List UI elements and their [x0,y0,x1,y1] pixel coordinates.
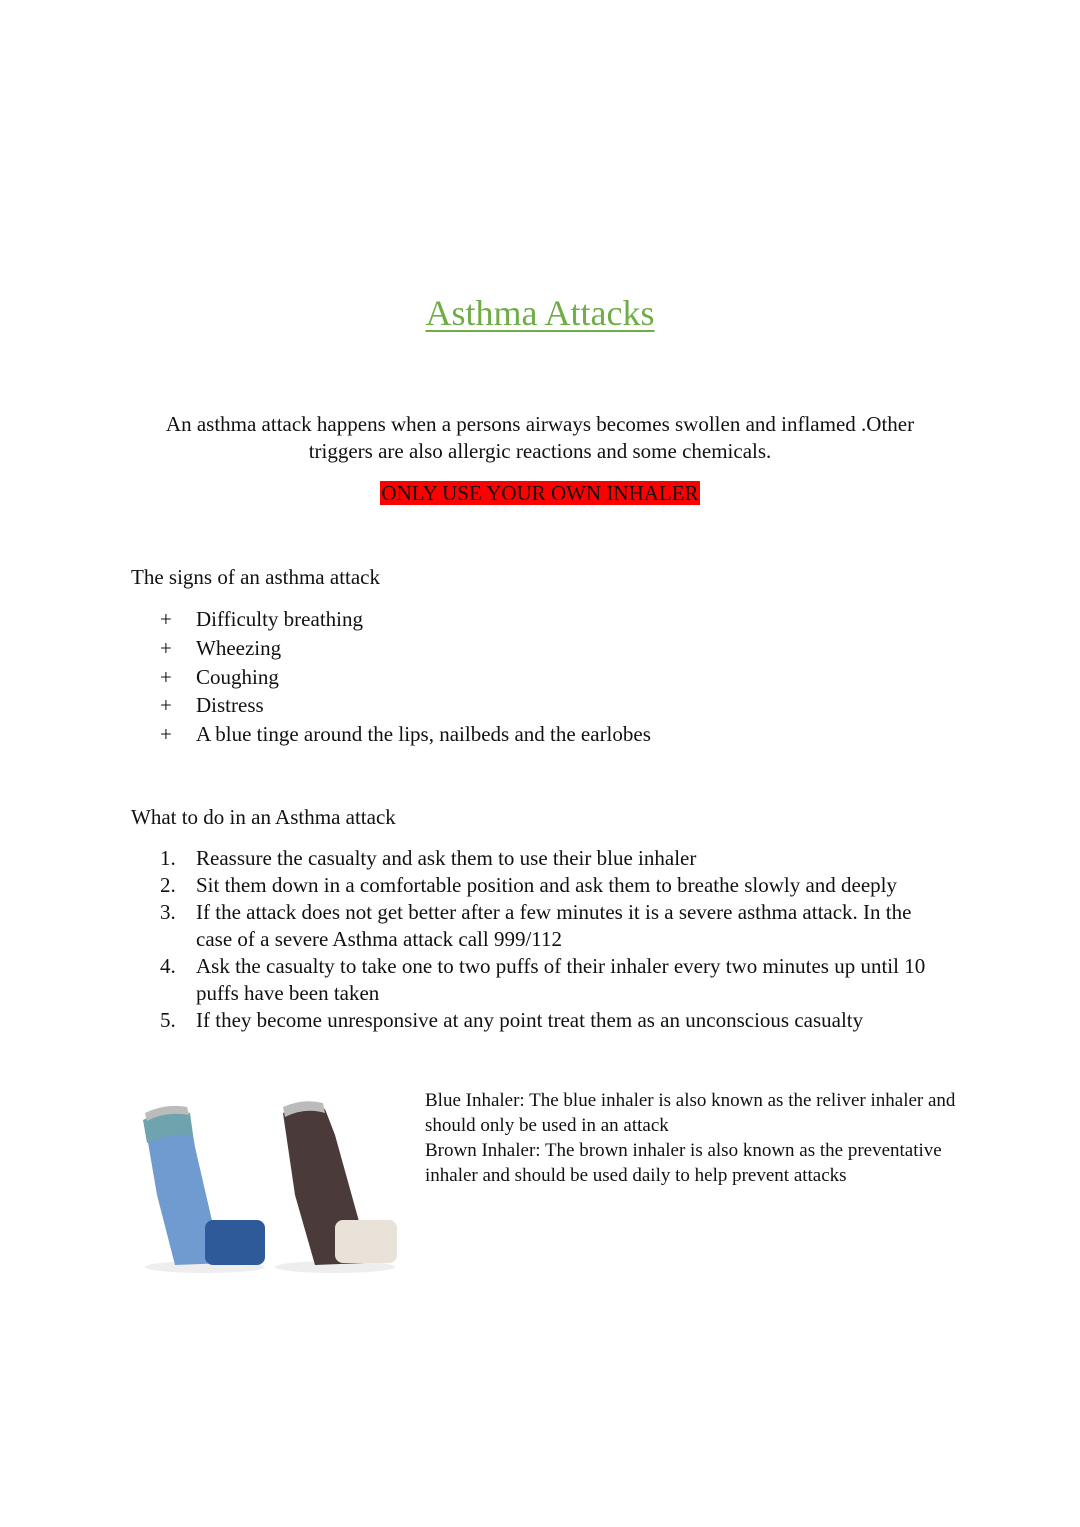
list-item [160,872,960,899]
steps-heading: What to do in an Asthma attack [131,805,396,829]
step-text: If they become unresponsive at any point treat them as an unconscious casualty [196,1008,864,1032]
page-title [0,292,1080,334]
list-item-text: Difficulty breathing [196,607,363,631]
step-number: 1. [160,846,176,870]
steps-list [160,845,960,1034]
list-item-text: Coughing [196,664,279,689]
plus-bullet-icon: + [160,664,172,689]
step-number: 5. [160,1008,176,1032]
plus-bullet-icon: + [160,693,172,718]
plus-bullet-icon: + [160,722,172,747]
step-text: Sit them down in a comfortable position and ask them to breathe slowly and deeply [196,873,898,897]
list-item [160,605,651,634]
brown-inhaler-text: Brown Inhaler: The brown inhaler is also known as the preventative inhaler and should be used daily to help prevent attacks [425,1140,942,1186]
list-item-text: A blue tinge around the lips, nailbeds and the earlobes [196,722,651,747]
inhalers-image [135,1095,405,1280]
blue-inhaler-text: Blue Inhaler: The blue inhaler is also known as the reliver inhaler and should only be used in an attack [425,1090,956,1136]
list-item [160,953,960,1007]
list-item [160,663,651,692]
list-item [160,899,960,953]
list-item-text: Distress [196,693,264,718]
intro-line-2: triggers are also allergic reactions and some chemicals. [308,439,772,463]
warning-text: ONLY USE YOUR OWN INHALER [381,481,699,505]
step-number: 3. [160,900,176,924]
brown-inhaler-icon [283,1101,397,1265]
signs-list [160,605,651,749]
list-item [160,720,651,749]
plus-bullet-icon: + [160,635,172,660]
step-text: If the attack does not get better after a few minutes it is a severe asthma attack. In the case of a severe Asthma attack call 999/112 [196,900,912,951]
step-text: Ask the casualty to take one to two puffs of their inhaler every two minutes up until 10 puffs have been taken [196,954,926,1005]
step-number: 4. [160,954,176,978]
title-text: Asthma Attacks [425,293,655,333]
list-item [160,634,651,663]
list-item [160,1007,960,1034]
plus-bullet-icon: + [160,607,172,631]
list-item [160,691,651,720]
list-item-text: Wheezing [196,635,282,660]
step-text: Reassure the casualty and ask them to use their blue inhaler [196,846,697,870]
list-item [160,845,960,872]
intro-line-1: An asthma attack happens when a persons airways becomes swollen and inflamed .Other [165,412,915,436]
warning-banner [0,480,1080,506]
signs-heading: The signs of an asthma attack [131,565,381,589]
blue-inhaler-icon [143,1106,265,1265]
step-number: 2. [160,873,176,897]
inhaler-descriptions [425,1088,965,1188]
